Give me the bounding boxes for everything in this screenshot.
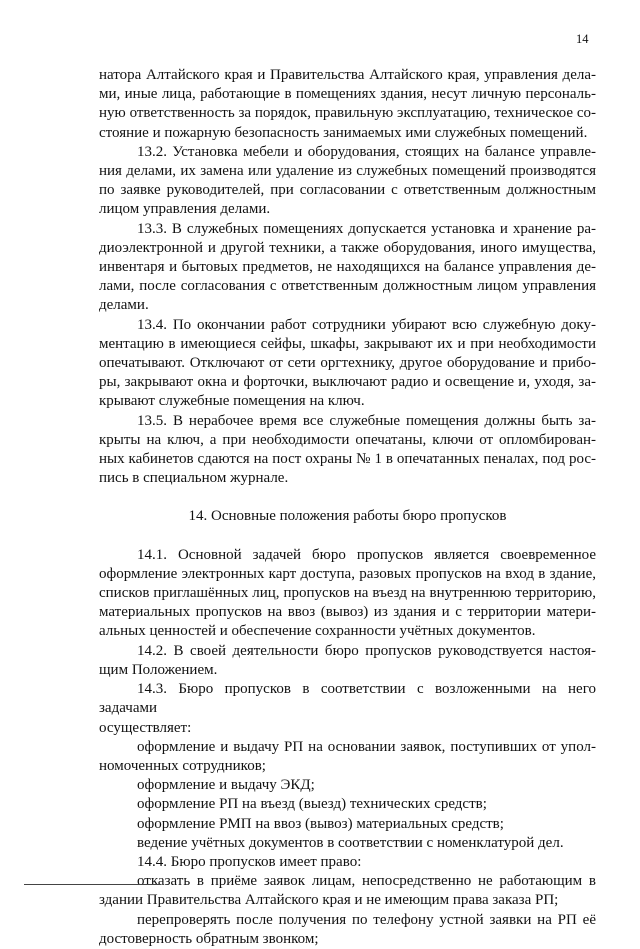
text-line: диоэлектронной и другой техники, а также оборудования, иного имущества, (99, 239, 596, 256)
text-line: ры, закрывают окна и форточки, выключают радио и освещение и, уходя, за- (99, 374, 596, 391)
text-line: ментацию в имеющиеся сейфы, шкафы, закрывают их и при необходимости (99, 335, 596, 352)
text-line: списков приглашённых лиц, пропусков на въезд на внутреннюю территорию, (99, 585, 596, 602)
text-line: ных кабинетов сдаются на пост охраны № 1 в опечатанных пеналах, под рос- (99, 451, 596, 468)
document-body (99, 66, 596, 949)
text-line: крыты на ключ, а при необходимости опечатаны, ключи от опломбирован- (99, 431, 596, 448)
text-line: ную ответственность за порядок, правильную эксплуатацию, техническое со- (99, 105, 596, 122)
page-number: 14 (576, 32, 589, 46)
footnote-separator (24, 884, 160, 885)
text-line: 14.4. Бюро пропусков имеет право: (137, 853, 362, 870)
text-line: осуществляет: (99, 719, 192, 736)
text-line: оформление электронных карт доступа, разовых пропусков на вход в здание, (99, 565, 596, 582)
text-line: 13.3. В служебных помещениях допускается установка и хранение ра- (137, 220, 596, 237)
section-heading: 14. Основные положения работы бюро пропусков (188, 508, 507, 525)
text-line: 14.1. Основной задачей бюро пропусков является своевременное (137, 546, 596, 563)
text-line: опечатывают. Отключают от сети оргтехнику, другое оборудование и прибо- (99, 355, 596, 372)
text-line: по заявке руководителей, при согласовании с ответственным должностным (99, 182, 596, 199)
text-line: щим Положением. (99, 661, 218, 678)
text-line: 13.4. По окончании работ сотрудники убирают всю служебную доку- (137, 316, 596, 333)
text-line: материальных пропусков на ввоз (вывоз) из здания и с территории матери- (99, 604, 596, 621)
text-line: делами. (99, 297, 149, 314)
text-line: лицом управления делами. (99, 201, 271, 218)
text-line: оформление и выдачу РП на основании заявок, поступивших от упол- (137, 738, 596, 755)
text-line: натора Алтайского края и Правительства Алтайского края, управления дела- (99, 67, 596, 83)
text-line: лами, после согласования с ответственным должностным лицом управления (99, 278, 596, 295)
text-line: здании Правительства Алтайского края и не имеющим права заказа РП; (99, 892, 559, 909)
text-line: ния делами, их замена или удаление из служебных помещений производятся (99, 163, 596, 180)
text-line: 14.2. В своей деятельности бюро пропусков руководствуется настоя- (137, 642, 596, 659)
text-line: перепроверять после получения по телефону устной заявки на РП её (137, 911, 596, 928)
text-line: стояние и пожарную безопасность занимаемых ими служебных помещений. (99, 124, 588, 141)
text-line: достоверность обратным звонком; (99, 930, 319, 947)
text-line: 13.2. Установка мебели и оборудования, стоящих на балансе управле- (137, 143, 596, 160)
text-line: альных ценностей и обеспечение сохранности учётных документов. (99, 623, 536, 640)
text-line: ведение учётных документов в соответствии с номенклатурой дел. (137, 834, 564, 851)
text-line: крывают служебные помещения на ключ. (99, 393, 365, 410)
text-line: оформление и выдачу ЭКД; (137, 777, 315, 794)
text-line: пись в специальном журнале. (99, 470, 289, 487)
text-line: 14.3. Бюро пропусков в соответствии с возложенными на него задачами (99, 681, 596, 717)
text-line: оформление РП на въезд (выезд) технических средств; (137, 796, 487, 813)
text-line: номоченных сотрудников; (99, 757, 266, 774)
text-line: инвентаря и бытовых предметов, не находящихся на балансе управления де- (99, 259, 596, 276)
text-line: отказать в приёме заявок лицам, непосредственно не работающим в (137, 873, 596, 890)
text-line: ми, иные лица, работающие в помещениях здания, несут личную персональ- (99, 86, 596, 103)
text-line: оформление РМП на ввоз (вывоз) материальных средств; (137, 815, 504, 832)
text-line: 13.5. В нерабочее время все служебные помещения должны быть за- (137, 412, 596, 429)
